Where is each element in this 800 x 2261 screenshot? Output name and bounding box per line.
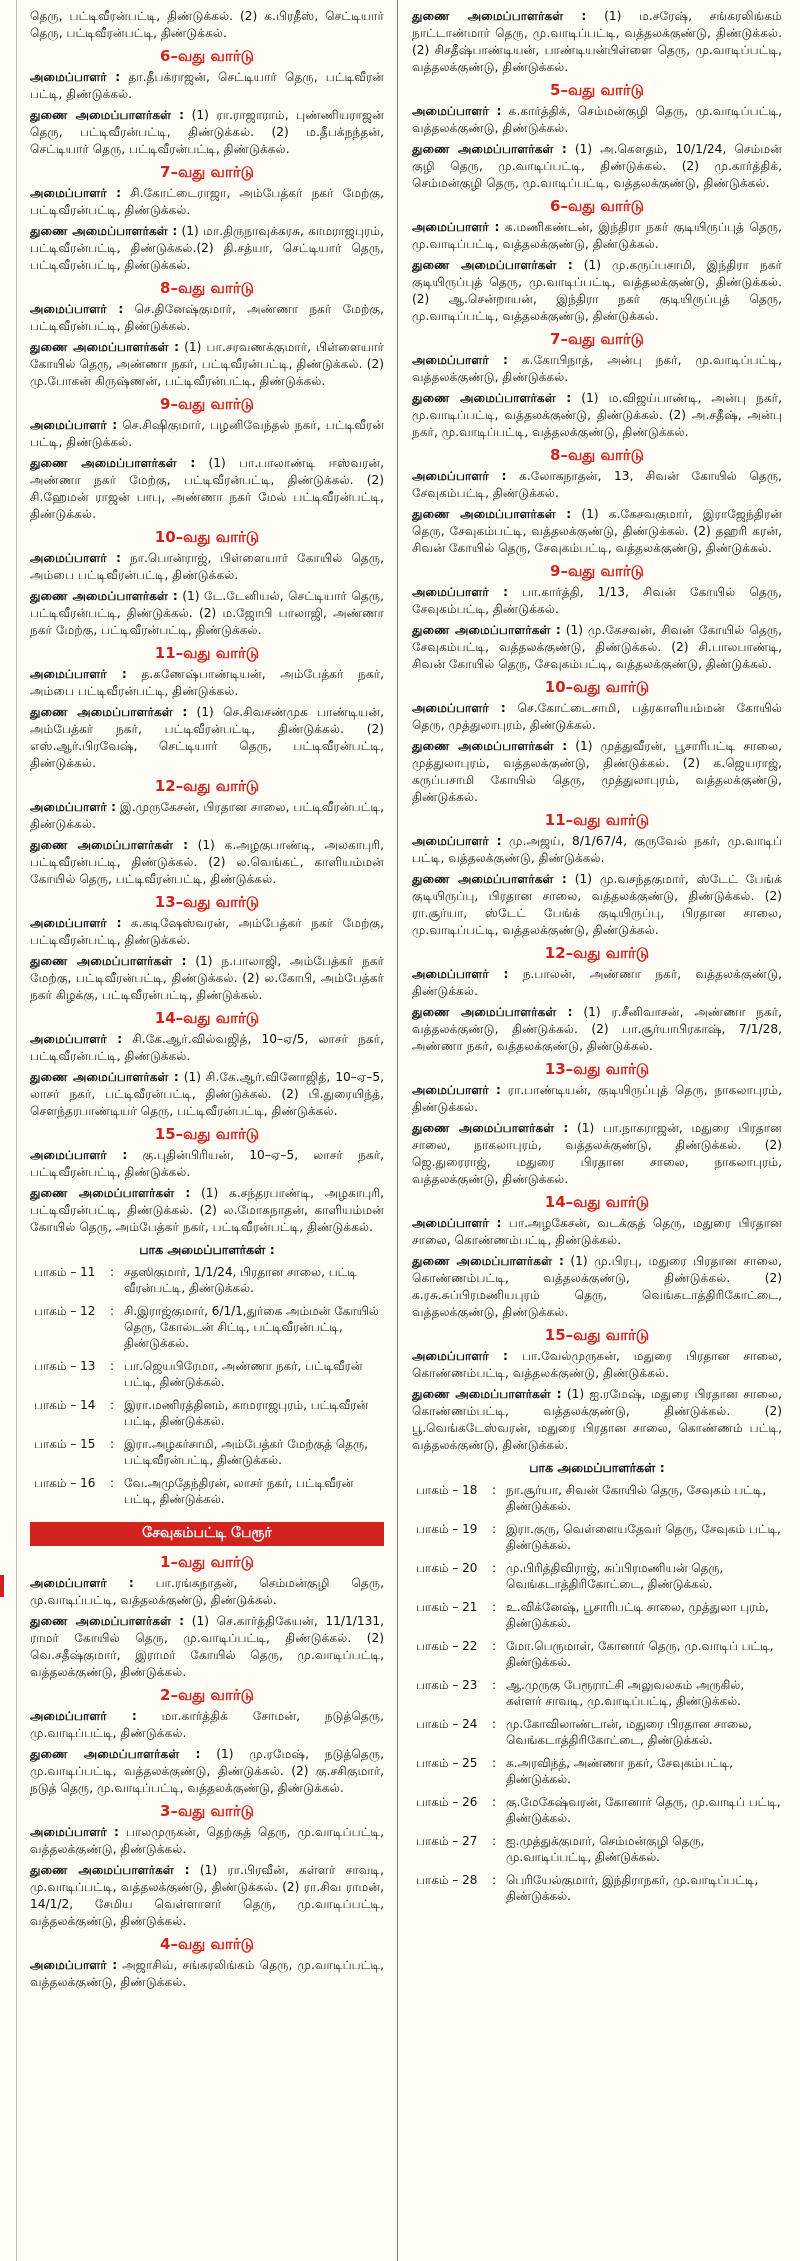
booth-separator: : [492,1678,497,1692]
person-details: சி.கே.ஆர்.வில்வஜித், 10–ஏ/5, லாசர் நகர், பட்டிவீரன்பட்டி, திண்டுக்கல். [30,1032,384,1063]
organizer-entry [412,584,782,618]
ward-title: 9–வது வார்டு [160,395,254,413]
booth-heading: பாக அமைப்பாளர்கள் : [529,1460,665,1475]
booth-row [412,1755,782,1794]
person-details: அஜாசிவ், சங்கரலிங்கம் தெரு, மு.வாடிப்பட்டி, வத்தலக்குண்டு, திண்டுக்கல். [30,1958,385,1989]
booth-row [412,1872,782,1911]
person-details: (1) செ.சிவசண்முக பாண்டியன், அம்பேத்கர் நகர், பட்டிவீரன்பட்டி, திண்டுக்கல். (2) எஸ்.ஆர்.பிரவேஷ், செட்டியார் தெரு, பட்டிவீரன்பட்டி, திண்டுக்கல். [30,705,385,770]
booth-row [412,1482,782,1521]
role-label: அமைப்பாளர் : [412,104,502,118]
ward-title: 1–வது வார்டு [160,1553,254,1571]
organizer-entry [30,550,384,584]
booth-organizer: இரா.மணிரத்தினம், காமராஜபுரம், பட்டிவீரன் பட்டி, திண்டுக்கல். [124,1398,369,1428]
booth-number: பாகம் – 16 [34,1476,96,1490]
organizer-entry [412,1082,782,1116]
booth-number: பாகம் – 18 [416,1483,478,1497]
role-label: அமைப்பாளர் : [30,186,122,200]
continued-text: தெரு, பட்டிவீரன்பட்டி, திண்டுக்கல். (2) க.பிரதீஸ், செட்டியார் தெரு, பட்டிவீரன்பட்டி, திண்டுக்கல். [30,9,384,40]
role-label: அமைப்பாளர் : [30,916,122,930]
deputy-entry [30,704,384,772]
deputy-entry [30,1613,384,1681]
booth-row [412,1716,782,1755]
ward-title: 13–வது வார்டு [544,1060,650,1078]
organizer-entry [30,799,384,833]
ward-title: 9–வது வார்டு [550,562,644,580]
ward-title: 14–வது வார்டு [544,1193,650,1211]
person-details: (1) சி.கே.ஆர்.வினோஜித், 10–ஏ–5, லாசர் நகர், பட்டிவீரன்பட்டி, திண்டுக்கல். (2) பி.துரையிந்த், சௌந்தரபாண்டியர் தெரு, பட்டிவீரன்பட்டி, திண்டுக்கல். [30,1070,384,1118]
deputy-entry [412,622,782,673]
role-label: அமைப்பாளர் : [30,1958,118,1972]
ward-title: 13–வது வார்டு [154,893,260,911]
person-details: நா.பொன்ராஜ், பிள்ளையார் கோயில் தெரு, அம்பை பட்டிவீரன்பட்டி, திண்டுக்கல். [30,551,384,582]
organizer-entry [30,666,384,700]
person-details: இ.முருகேசன், பிரதான சாலை, பட்டிவீரன்பட்டி, திண்டுக்கல். [30,800,385,831]
person-details: பாலமுருகன், தெற்குத் தெரு, மு.வாடிப்பட்டி, வத்தலக்குண்டு, திண்டுக்கல். [30,1825,385,1856]
red-edge-marker [0,1575,4,1597]
booth-row [412,1677,782,1716]
person-details: க.லோகநாதன், 13, சிவன் கோயில் தெரு, சேவுகம்பட்டி, திண்டுக்கல். [412,469,783,500]
booth-separator: : [492,1717,497,1731]
person-details: ரா.பாண்டியன், குடியிருப்புத் தெரு, நாகலாபுரம், திண்டுக்கல். [412,1083,782,1114]
organizer-entry [30,1147,384,1181]
booth-number: பாகம் – 24 [416,1717,478,1731]
organizer-entry [412,700,782,734]
booth-number: பாகம் – 14 [34,1398,96,1412]
person-details: செ.கோட்டைசாமி, பத்ரகாளியம்மன் கோயில் தெரு, முத்துலாபுரம், திண்டுக்கல். [412,701,783,732]
booth-organizer: கு.மேகேஷ்வரன், கோனார் தெரு, மு.வாடிப் பட்டி, திண்டுக்கல். [506,1795,781,1825]
deputy-entry [412,506,782,557]
booth-organizer: ஆ.முருகு பேரூராட்சி அலுவலகம் அருகில், கள்ளர் சாவடி, மு.வாடிப்பட்டி, திண்டுக்கல். [506,1678,745,1708]
booth-organizer: இரா.குரு, வெள்ளையதேவர் தெரு, சேவுகம் பட்டி, திண்டுக்கல். [506,1522,781,1552]
ward-list [412,80,782,1454]
ward-list [30,1552,384,1991]
booth-number: பாகம் – 12 [34,1304,96,1318]
role-label: அமைப்பாளர் : [30,1825,119,1839]
ward-title: 6–வது வார்டு [160,47,254,65]
role-label: துணை அமைப்பாளர்கள் : [30,1863,190,1877]
role-label: துணை அமைப்பாளர்கள் : [30,456,196,470]
ward-title: 10–வது வார்டு [154,528,260,546]
person-details: (1) க.கேசவகுமார், இராஜேந்திரன் தெரு, சேவுகம்பட்டி, வத்தலக்குண்டு, திண்டுக்கல். (2) தஹரி கரன், சிவன் கோயில் தெரு, சேவுகம்பட்டி, வத்தலக்குண்டு, திண்டுக்கல். [412,507,782,555]
ward-title: 12–வது வார்டு [154,777,260,795]
organizer-entry [30,301,384,335]
role-label: அமைப்பாளர் : [412,353,508,367]
booth-separator: : [492,1639,497,1653]
person-details: (1) மு.கருப்பசாமி, இந்திரா நகர் குடியிருப்புத் தெரு, மு.வாடிப்பட்டி, வத்தலக்குண்டு, திண்டுக்கல். (2) ஆ.சென்றாயன், இந்திரா நகர் குடியிருப்புத் தெரு, மு.வாடிப்பட்டி, வத்தலக்குண்டு, திண்டுக்கல். [412,258,782,323]
booth-organizer: நா.சூர்யா, சிவன் கோயில் தெரு, சேவுகம் பட்டி, திண்டுக்கல். [506,1483,767,1513]
role-label: துணை அமைப்பாளர்கள் : [30,340,180,354]
continued-text [412,8,782,76]
deputy-entry [30,1185,384,1236]
organizer-entry [412,103,782,137]
booth-number: பாகம் – 21 [416,1600,478,1614]
role-label: துணை அமைப்பாளர்கள் : [30,589,178,603]
role-label: துணை அமைப்பாளர்கள் : [412,1121,569,1135]
role-label: துணை அமைப்பாளர்கள் : [30,1614,185,1628]
booth-number: பாகம் – 22 [416,1639,478,1653]
person-details: சி.கோட்டைராஜா, அம்பேத்கர் நகர் மேற்கு, பட்டிவீரன்பட்டி, திண்டுக்கல். [30,186,385,217]
deputy-entry [412,257,782,325]
person-details: (1) முத்துவீரன், பூசாரிபட்டி சாலை, முத்துலாபுரம், வத்தலக்குண்டு, திண்டுக்கல். (2) க.ஜெயராஜ், கருப்பசாமி கோயில் தெரு, முத்துலாபுரம், வத்தலக்குண்டு, திண்டுக்கல். [412,739,782,804]
role-label: அமைப்பாளர் : [412,834,502,848]
role-label: அமைப்பாளர் : [412,585,509,599]
ward-title: 5–வது வார்டு [550,81,644,99]
booth-separator: : [492,1483,497,1497]
person-details: (1) மா.திருநாவுக்கரசு, காமராஜபுரம், பட்டிவீரன்பட்டி, திண்டுக்கல்.(2) தி.சத்யா, செட்டியார் தெரு, பட்டிவீரன்பட்டி, திண்டுக்கல். [30,224,385,272]
booth-number: பாகம் – 27 [416,1834,478,1848]
organizer-entry [412,1215,782,1249]
booth-organizer: இரா.அழகர்சாமி, அம்பேத்கர் மேற்குத் தெரு, பட்டிவீரன்பட்டி, திண்டுக்கல். [124,1437,368,1467]
booth-organizer: க.அரவிந்த், அண்ணா நகர், சேவுகம்பட்டி, திண்டுக்கல். [506,1756,733,1786]
booth-organizer: சி.இராஜ்குமார், 6/1/1,துர்கை அம்மன் கோயில் தெரு, கோல்டன் சிட்டி, பட்டிவீரன்பட்டி, திண்டுக்கல். [124,1304,379,1350]
person-details: (1) டே.டேனியல், செட்டியார் தெரு, பட்டிவீரன்பட்டி, திண்டுக்கல். (2) ம.ஜோபி பாலாஜி, அண்ணா நகர் மேற்கு, பட்டிவீரன்பட்டி, திண்டுக்கல். [30,589,384,637]
role-label: அமைப்பாளர் : [412,469,507,483]
person-details: கு.புதின்பிரியன், 10–ஏ–5, லாசர் நகர், பட்டிவீரன்பட்டி, திண்டுக்கல். [30,1148,384,1179]
deputy-entry [412,871,782,939]
booth-row [412,1638,782,1677]
booth-separator: : [492,1873,497,1887]
booth-number: பாகம் – 20 [416,1561,478,1575]
person-details: (1) ம.விஜய்பாண்டி, அன்பு நகர், மு.வாடிப்பட்டி, வத்தலக்குண்டு, திண்டுக்கல். (2) அ.சதீஷ், அன்பு நகர், மு.வாடிப்பட்டி, வத்தலக்குண்டு, திண்டுக்கல். [412,391,783,439]
booth-separator: : [110,1304,115,1318]
role-label: துணை அமைப்பாளர்கள் : [412,623,561,637]
column-divider [397,0,398,2261]
booth-row [30,1436,384,1475]
role-label: அமைப்பாளர் : [412,967,509,981]
booth-row [30,1264,384,1303]
right-column [404,0,792,2261]
ward-title: 12–வது வார்டு [544,944,650,962]
booth-separator: : [110,1476,115,1490]
person-details: மு.அஜய், 8/1/67/4, குருவேல் நகர், மு.வாடிப் பட்டி, வத்தலக்குண்டு, திண்டுக்கல். [412,834,783,865]
booth-separator: : [492,1834,497,1848]
role-label: துணை அமைப்பாளர்கள் : [412,872,567,886]
booth-organizer: மு.கோவிலாண்டான், மதுரை பிரதான சாலை, வெங்கடாத்திரிகோட்டை, திண்டுக்கல். [506,1717,752,1747]
left-column [8,0,390,2261]
role-label: அமைப்பாளர் : [412,701,506,715]
person-details: த.கணேஷ்பாண்டியன், அம்பேத்கர் நகர், அம்பை பட்டிவீரன்பட்டி, திண்டுக்கல். [30,667,385,698]
deputy-entry [30,107,384,158]
ward-title: 15–வது வார்டு [544,1326,650,1344]
booth-organizer: மு.பிரித்திவிராஜ், சுப்பிரமணியன் தெரு, வெங்கடாத்திரிகோட்டை, திண்டுக்கல். [506,1561,724,1591]
deputy-entry [412,738,782,806]
booth-row [30,1475,384,1514]
booth-number: பாகம் – 25 [416,1756,478,1770]
person-details: (1) ம.சரேஷ், சங்கரலிங்கம் நாட்டாண்மார் தெரு, மு.வாடிப்பட்டி, வத்தலக்குண்டு, திண்டுக்கல். (2) சிசதீஷ்பாண்டியன், பாண்டியன்பிள்ளை தெரு, மு.வாடிப்பட்டி, வத்தலக்குண்டு, திண்டுக்கல். [412,9,782,74]
organizer-entry [412,1348,782,1382]
organizer-entry [30,185,384,219]
person-details: (1) பா.பாலாண்டி ஈஸ்வரன், அண்ணா நகர் மேற்கு, பட்டிவீரன்பட்டி, திண்டுக்கல். (2) சி.ஹேமன் ராஜன் பாபு, அண்ணா நகர் மேல் பட்டிவீரன்பட்டி, திண்டுக்கல். [30,456,384,521]
person-details: (1) செ.கார்த்திகேயன், 11/1/131, ராமர் கோயில் தெரு, மு.வாடிப்பட்டி, திண்டுக்கல். (2) வெ.சதீஷ்குமார், இராமர் கோயில் தெரு, மு.வாடிப்பட்டி, வத்தலக்குண்டு, திண்டுக்கல். [30,1614,384,1679]
booth-number: பாகம் – 11 [34,1265,96,1279]
person-details: (1) ர.சீனிவாசன், அண்ணா நகர், வத்தலக்குண்டு, திண்டுக்கல். (2) பா.சூர்யாபிரகாஷ், 7/1/28, அண்ணா நகர், வத்தலக்குண்டு, திண்டுக்கல். [412,1005,782,1053]
booth-heading: பாக அமைப்பாளர்கள் : [139,1242,275,1257]
organizer-entry [30,1575,384,1609]
ward-title: 8–வது வார்டு [550,446,644,464]
booth-number: பாகம் – 28 [416,1873,478,1887]
booth-row [412,1599,782,1638]
person-details: (1) மு.பிரபு, மதுரை பிரதான சாலை, கொண்ணம்பட்டி, வத்தலக்குண்டு, திண்டுக்கல். (2) க.ரசு.சுப்பிரமணியபுரம் தெரு, வெங்கடாத்திரிகோட்டை, வத்தலக்குண்டு, திண்டுக்கல். [412,1254,782,1319]
booth-organizer: சதஸிகுமார், 1/1/24, பிரதான சாலை, பட்டி வீரன்பட்டி, திண்டுக்கல். [124,1265,357,1295]
role-label: அமைப்பாளர் : [412,1349,508,1363]
booth-number: பாகம் – 23 [416,1678,478,1692]
booth-organizer: பெரியேல்குமார், இந்திராநகர், மு.வாடிப்பட்டி, திண்டுக்கல். [506,1873,759,1903]
person-details: (1) க.அழகுபாண்டி, அலகாபுரி, பட்டிவீரன்பட்டி, திண்டுக்கல். (2) ல.வெங்கட், காளியம்மன் கோயில் தெரு, பட்டிவீரன்பட்டி, திண்டுக்கல். [30,838,384,886]
ward-title: 2–வது வார்டு [160,1686,254,1704]
booth-row [412,1794,782,1833]
person-details: (1) ரா.பிரவீன், கள்ளர் சாவடி, மு.வாடிப்பட்டி, வத்தலக்குண்டு, திண்டுக்கல். (2) ரா.சிவ ராமன், 14/1/2, சேமிய வெள்ளாளர் தெரு, மு.வாடிப்பட்டி, வத்தலக்குண்டு, திண்டுக்கல். [30,1863,384,1928]
ward-title: 10–வது வார்டு [544,678,650,696]
ward-title: 6–வது வார்டு [550,197,644,215]
booth-row [30,1303,384,1358]
person-details: (1) மு.ரமேஷ், நடுத்தெரு, மு.வாடிப்பட்டி, வத்தலக்குண்டு, திண்டுக்கல். (2) கு.சசிகுமார், நடுத் தெரு, மு.வாடிப்பட்டி, வத்தலக்குண்டு, திண்டுக்கல். [30,1747,384,1795]
person-details: க.கார்த்திக், செம்மன்குழி தெரு, மு.வாடிப்பட்டி, வத்தலக்குண்டு, திண்டுக்கல். [412,104,782,135]
booth-separator: : [110,1437,115,1451]
role-label: துணை அமைப்பாளர்கள் : [412,9,587,23]
role-label: அமைப்பாளர் : [30,1032,123,1046]
role-label: அமைப்பாளர் : [30,551,121,565]
person-details: (1) ஐ.ரமேஷ், மதுரை பிரதான சாலை, கொண்ணம்பட்டி, வத்தலக்குண்டு, திண்டுக்கல். (2) பூ.வெங்கடேஸ்வரன், மதுரை பிரதான சாலை, கொண்ணம் பட்டி, வத்தலக்குண்டு, திண்டுக்கல். [412,1387,782,1452]
section-banner: சேவுகம்பட்டி பேரூர் [30,1522,384,1546]
booth-number: பாகம் – 19 [416,1522,478,1536]
person-details: மா.கார்த்திக் சோமன், நடுத்தெரு, மு.வாடிப்பட்டி, திண்டுக்கல். [30,1709,385,1740]
booth-separator: : [492,1522,497,1536]
role-label: துணை அமைப்பாளர்கள் : [30,705,188,719]
deputy-entry [30,223,384,274]
deputy-entry [30,339,384,390]
booth-number: பாகம் – 15 [34,1437,96,1451]
booth-separator: : [110,1359,115,1373]
role-label: துணை அமைப்பாளர்கள் : [412,1005,573,1019]
booth-row [30,1358,384,1397]
role-label: துணை அமைப்பாளர்கள் : [412,142,567,156]
role-label: துணை அமைப்பாளர்கள் : [30,838,189,852]
booth-organizer: மோ.பெருமாள், கோனார் தெரு, மு.வாடிப் பட்டி, திண்டுக்கல். [506,1639,774,1669]
person-details: (1) அ.கௌதம், 10/1/24, செம்மன் குழி தெரு, மு.வாடிப்பட்டி, திண்டுக்கல். (2) மு.கார்த்திக், செம்மன்குழி தெரு, மு.வாடிப்பட்டி, வத்தலக்குண்டு, திண்டுக்கல். [412,142,782,190]
ward-title: 3–வது வார்டு [160,1802,254,1820]
booth-row [412,1833,782,1872]
booth-separator: : [492,1795,497,1809]
ward-title: 11–வது வார்டு [154,644,260,662]
booth-separator: : [492,1600,497,1614]
deputy-entry [30,588,384,639]
person-details: செ.தினேஷ்குமார், அண்ணா நகர் மேற்கு, பட்டிவீரன்பட்டி, திண்டுக்கல். [30,302,384,333]
role-label: துணை அமைப்பாளர்கள் : [412,258,573,272]
booth-organizer: உ.விக்னேஷ், பூசாரிபட்டி சாலை, முத்துலா புரம், திண்டுக்கல். [506,1600,769,1630]
organizer-entry [412,966,782,1000]
person-details: (1) க.சந்தரபாண்டி, அழகாபுரி, பட்டிவீரன்பட்டி, திண்டுக்கல். (2) ல.மோகநாதன், காளியம்மன் கோயில் தெரு, அம்பேத்கர் நகர், பட்டிவீரன்பட்டி, திண்டுக்கல். [30,1186,384,1234]
booth-number: பாகம் – 26 [416,1795,478,1809]
booth-organizer: வே.அமுதேந்திரன், லாசர் நகர், பட்டிவீரன் பட்டி, திண்டுக்கல். [124,1476,354,1506]
person-details: தா.தீபக்ராஜன், செட்டியார் தெரு, பட்டிவீரன் பட்டி, திண்டுக்கல். [30,70,385,101]
role-label: அமைப்பாளர் : [30,667,127,681]
organizer-entry [30,69,384,103]
booth-table [412,1482,782,1911]
deputy-entry [30,1746,384,1797]
deputy-entry [412,1004,782,1055]
role-label: துணை அமைப்பாளர்கள் : [412,1254,564,1268]
role-label: துணை அமைப்பாளர்கள் : [30,108,184,122]
person-details: (1) மு.கேசவன், சிவன் கோயில் தெரு, சேவுகம்பட்டி, வத்தலக்குண்டு, திண்டுக்கல். (2) சி.பாலபாண்டி, சிவன் கோயில் தெரு, சேவுகம்பட்டி, வத்தலக்குண்டு, திண்டுக்கல். [412,623,782,671]
role-label: அமைப்பாளர் : [30,418,118,432]
organizer-entry [30,1957,384,1991]
deputy-entry [30,1069,384,1120]
deputy-entry [412,1386,782,1454]
ward-title: 14–வது வார்டு [154,1009,260,1027]
person-details: செ.சிஷிகுமார், பழனிவேந்தல் நகர், பட்டிவீரன் பட்டி, திண்டுக்கல். [30,418,385,449]
role-label: துணை அமைப்பாளர்கள் : [412,1387,562,1401]
person-details: பா.கார்த்தி, 1/13, சிவன் கோயில் தெரு, சேவுகம்பட்டி, திண்டுக்கல். [412,585,783,616]
deputy-entry [412,141,782,192]
ward-title: 7–வது வார்டு [550,330,644,348]
booth-separator: : [110,1265,115,1279]
booth-organizer: ஐ.முத்துக்குமார், செம்மன்குழி தெரு, மு.வாடிப்பட்டி, திண்டுக்கல். [506,1834,705,1864]
role-label: அமைப்பாளர் : [30,302,124,316]
role-label: துணை அமைப்பாளர்கள் : [30,1747,201,1761]
organizer-entry [412,219,782,253]
person-details: க.மணிகண்டன், இந்திரா நகர் குடியிருப்புத் தெரு, மு.வாடிப்பட்டி, வத்தலக்குண்டு, திண்டுக்கல். [412,220,782,251]
booth-table [30,1264,384,1514]
person-details: (1) ந.பாலாஜி, அம்பேத்கர் நகர் மேற்கு, பட்டிவீரன்பட்டி, திண்டுக்கல். (2) ல.கோபி, அம்பேத்கர் நகர் கிழக்கு, பட்டிவீரன்பட்டி, திண்டுக்கல். [30,954,385,1002]
deputy-entry [30,837,384,888]
role-label: துணை அமைப்பாளர்கள் : [30,1186,191,1200]
person-details: பா.வேல்முருகன், மதுரை பிரதான சாலை, கொண்ணம்பட்டி, வத்தலக்குண்டு, திண்டுக்கல். [412,1349,782,1380]
organizer-entry [30,1031,384,1065]
person-details: (1) பா.சரவணக்குமார், பிள்ளையார் கோயில் தெரு, அண்ணா நகர், பட்டிவீரன்பட்டி, திண்டுக்கல். (2) மு.போகன் கிருஷ்ணன், பட்டிவீரன்பட்டி, திண்டுக்கல். [30,340,384,388]
person-details: க.கோபிநாத், அன்பு நகர், மு.வாடிப்பட்டி, வத்தலக்குண்டு, திண்டுக்கல். [412,353,782,384]
role-label: துணை அமைப்பாளர்கள் : [412,739,568,753]
deputy-entry [30,1862,384,1930]
person-details: (1) மு.வசந்தகுமார், ஸ்டேட் பேங்க் குடியிருப்பு, பிரதான சாலை, வத்தலக்குண்டு, திண்டுக்கல். (2) ரா.சூர்யா, ஸ்டேட் பேங்க் குடியிருப்பு, பிரதான சாலை, மு.வாடிப்பட்டி, வத்தலக்குண்டு, திண்டுக்கல். [412,872,782,937]
ward-title: 8–வது வார்டு [160,279,254,297]
role-label: அமைப்பாளர் : [412,1216,502,1230]
organizer-entry [412,833,782,867]
organizer-entry [412,352,782,386]
role-label: துணை அமைப்பாளர்கள் : [30,224,178,238]
role-label: அமைப்பாளர் : [30,800,116,814]
ward-list [30,46,384,1236]
booth-separator: : [492,1756,497,1770]
person-details: (1) பா.நாகராஜன், மதுரை பிரதான சாலை, நாகலாபுரம், வத்தலக்குண்டு, திண்டுக்கல். (2) ஜெ.துரைராஜ், மதுரை பிரதான சாலை, நாகலாபுரம், வத்தலக்குண்டு, திண்டுக்கல். [412,1121,782,1186]
role-label: துணை அமைப்பாளர்கள் : [30,1070,179,1084]
role-label: அமைப்பாளர் : [412,1083,501,1097]
deputy-entry [30,455,384,523]
organizer-entry [412,468,782,502]
role-label: அமைப்பாளர் : [412,220,500,234]
deputy-entry [412,1253,782,1321]
person-details: பா.அழகேசன், வடக்குத் தெரு, மதுரை பிரதான சாலை, கொண்ணம்பட்டி, திண்டுக்கல். [412,1216,782,1247]
ward-title: 7–வது வார்டு [160,163,254,181]
organizer-entry [30,417,384,451]
ward-title: 4–வது வார்டு [160,1935,254,1953]
person-details: பா.ரங்கநாதன், செம்மன்குழி தெரு, மு.வாடிப்பட்டி, வத்தலக்குண்டு, திண்டுக்கல். [30,1576,385,1607]
organizer-entry [30,915,384,949]
ward-title: 15–வது வார்டு [154,1125,260,1143]
role-label: துணை அமைப்பாளர்கள் : [412,507,572,521]
booth-separator: : [110,1398,115,1412]
role-label: அமைப்பாளர் : [30,1709,137,1723]
role-label: துணை அமைப்பாளர்கள் : [412,391,572,405]
booth-number: பாகம் – 13 [34,1359,96,1373]
person-details: க.கடிஷேஸ்வரன், அம்பேத்கர் நகர் மேற்கு, பட்டிவீரன்பட்டி, திண்டுக்கல். [30,916,385,947]
ward-title: 11–வது வார்டு [544,811,650,829]
organizer-entry [30,1708,384,1742]
booth-organizer: பா.ஜெயபிரேமா, அண்ணா நகர், பட்டிவீரன் பட்டி, திண்டுக்கல். [124,1359,363,1389]
booth-separator: : [492,1561,497,1575]
role-label: அமைப்பாளர் : [30,1148,128,1162]
deputy-entry [30,953,384,1004]
person-details: ந.பாலன், அண்ணா நகர், வத்தலக்குண்டு, திண்டுக்கல். [412,967,782,998]
role-label: அமைப்பாளர் : [30,1576,134,1590]
deputy-entry [412,390,782,441]
role-label: துணை அமைப்பாளர்கள் : [30,954,187,968]
booth-row [412,1521,782,1560]
organizer-entry [30,1824,384,1858]
deputy-entry [412,1120,782,1188]
booth-row [412,1560,782,1599]
booth-row [30,1397,384,1436]
role-label: அமைப்பாளர் : [30,70,121,84]
person-details: (1) ரா.ராஜாராம், புண்ணியராஜன் தெரு, பட்டிவீரன்பட்டி, திண்டுக்கல். (2) ம.தீபக்நந்தன், செட்டியார் தெரு, பட்டிவீரன்பட்டி, திண்டுக்கல். [30,108,384,156]
